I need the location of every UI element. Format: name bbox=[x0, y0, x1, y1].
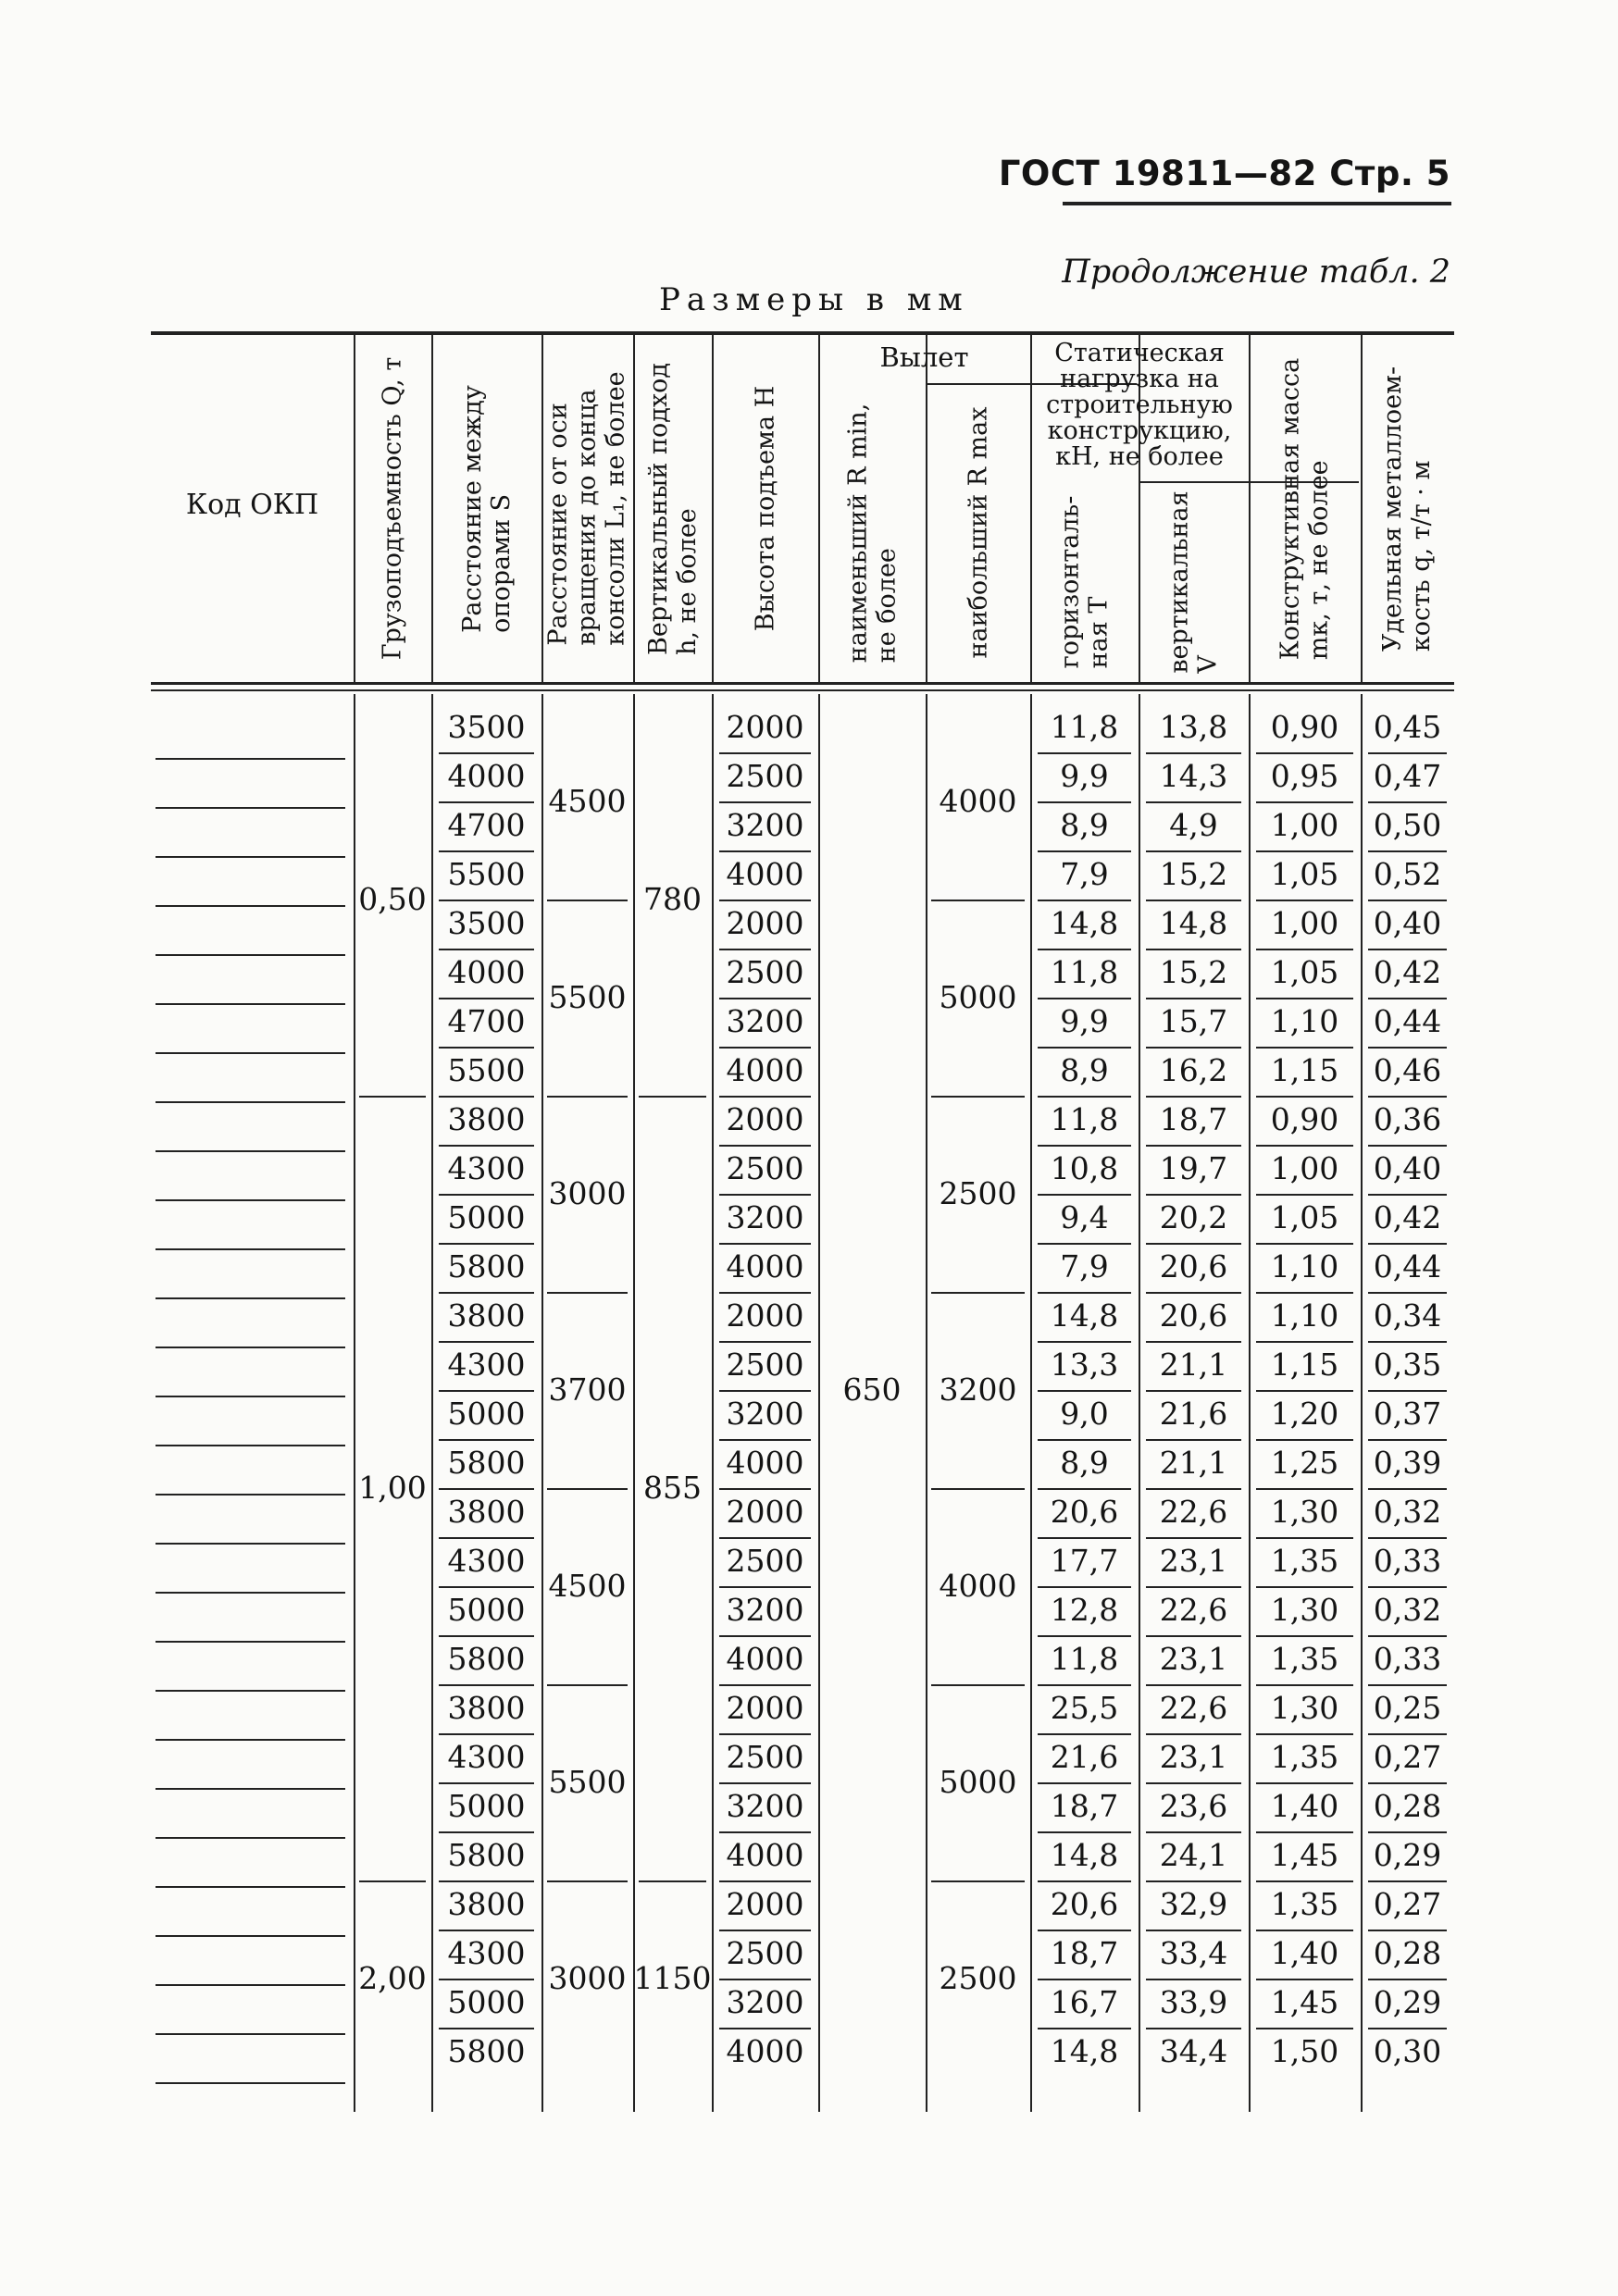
table-cell-m: 1,15 bbox=[1270, 1052, 1339, 1088]
header-vertical bbox=[1139, 481, 1249, 682]
table-cell-t: 21,6 bbox=[1050, 1739, 1119, 1775]
table-cell-s: 4300 bbox=[447, 1543, 526, 1579]
header-reach: Вылет bbox=[879, 341, 969, 373]
table-cell-h: 2500 bbox=[726, 758, 804, 794]
approach-value: 855 bbox=[643, 1470, 702, 1506]
header-rmax bbox=[926, 383, 1030, 682]
group-divider bbox=[547, 1880, 628, 1882]
table-cell-q: 0,28 bbox=[1373, 1788, 1442, 1824]
header-mass bbox=[1249, 335, 1361, 682]
table-cell-m: 1,00 bbox=[1270, 905, 1339, 941]
table-cell-m: 1,40 bbox=[1270, 1935, 1339, 1971]
code-blank-line bbox=[156, 1592, 345, 1594]
table-cell-h: 2000 bbox=[726, 905, 804, 941]
code-blank-line bbox=[156, 1003, 345, 1005]
group-divider bbox=[359, 1880, 426, 1882]
table-cell-s: 4700 bbox=[447, 807, 526, 843]
column-divider bbox=[1361, 694, 1363, 2112]
table-cell-q: 0,46 bbox=[1373, 1052, 1442, 1088]
table-cell-t: 18,7 bbox=[1050, 1935, 1119, 1971]
table-cell-s: 3500 bbox=[447, 905, 526, 941]
table-cell-q: 0,40 bbox=[1373, 905, 1442, 941]
table-cell-m: 1,40 bbox=[1270, 1788, 1339, 1824]
table-cell-m: 1,30 bbox=[1270, 1690, 1339, 1726]
rmax-value: 3200 bbox=[939, 1371, 1017, 1408]
table-cell-s: 5500 bbox=[447, 1052, 526, 1088]
header-support-distance bbox=[431, 335, 541, 682]
table-cell-v: 4,9 bbox=[1169, 807, 1218, 843]
table-cell-t: 8,9 bbox=[1060, 1052, 1109, 1088]
table-cell-q: 0,28 bbox=[1373, 1935, 1442, 1971]
table-cell-q: 0,32 bbox=[1373, 1494, 1442, 1530]
table-cell-m: 1,30 bbox=[1270, 1494, 1339, 1530]
code-blank-line bbox=[156, 1052, 345, 1054]
header-capacity-text: Грузоподъемность Q, т bbox=[378, 356, 407, 661]
table-cell-m: 1,35 bbox=[1270, 1641, 1339, 1677]
code-blank-line bbox=[156, 1150, 345, 1152]
table-cell-h: 3200 bbox=[726, 1199, 804, 1235]
table-cell-h: 2500 bbox=[726, 1150, 804, 1186]
table-cell-q: 0,32 bbox=[1373, 1592, 1442, 1628]
table-cell-q: 0,50 bbox=[1373, 807, 1442, 843]
table-cell-s: 3800 bbox=[447, 1690, 526, 1726]
table-cell-q: 0,39 bbox=[1373, 1445, 1442, 1481]
table-cell-m: 0,90 bbox=[1270, 1101, 1339, 1137]
table-cell-m: 1,15 bbox=[1270, 1347, 1339, 1383]
cantilever-value: 4500 bbox=[548, 783, 627, 819]
code-blank-line bbox=[156, 2033, 345, 2035]
table-cell-s: 5800 bbox=[447, 1445, 526, 1481]
header-rmin bbox=[818, 383, 926, 682]
header-support-distance-text: Расстояние между опорами S bbox=[457, 384, 516, 633]
table-cell-m: 1,20 bbox=[1270, 1396, 1339, 1432]
table-cell-t: 9,0 bbox=[1060, 1396, 1109, 1432]
table-cell-t: 12,8 bbox=[1050, 1592, 1119, 1628]
table-cell-v: 21,1 bbox=[1159, 1347, 1228, 1383]
table-cell-t: 17,7 bbox=[1050, 1543, 1119, 1579]
table-cell-s: 4700 bbox=[447, 1003, 526, 1039]
table-cell-m: 1,25 bbox=[1270, 1445, 1339, 1481]
code-blank-line bbox=[156, 856, 345, 858]
rmax-value: 5000 bbox=[939, 1764, 1017, 1800]
table-cell-q: 0,45 bbox=[1373, 709, 1442, 745]
cantilever-value: 5500 bbox=[548, 979, 627, 1015]
table-cell-h: 2000 bbox=[726, 1101, 804, 1137]
header-bottom-rule bbox=[151, 682, 1454, 685]
capacity-value: 0,50 bbox=[358, 881, 427, 917]
table-cell-s: 5000 bbox=[447, 1592, 526, 1628]
table-cell-q: 0,37 bbox=[1373, 1396, 1442, 1432]
code-blank-line bbox=[156, 954, 345, 956]
table-cell-s: 5800 bbox=[447, 1641, 526, 1677]
table-cell-m: 1,50 bbox=[1270, 2033, 1339, 2069]
table-cell-t: 8,9 bbox=[1060, 807, 1109, 843]
table-cell-m: 1,30 bbox=[1270, 1592, 1339, 1628]
table-cell-v: 15,2 bbox=[1159, 954, 1228, 990]
table-cell-v: 23,1 bbox=[1159, 1543, 1228, 1579]
table-cell-s: 3800 bbox=[447, 1494, 526, 1530]
header-rmax-text: наибольший R max bbox=[964, 406, 992, 659]
column-divider bbox=[1139, 694, 1140, 2112]
rmax-value: 5000 bbox=[939, 979, 1017, 1015]
table-cell-m: 1,05 bbox=[1270, 954, 1339, 990]
table-cell-t: 11,8 bbox=[1050, 1101, 1119, 1137]
table-cell-h: 3200 bbox=[726, 1592, 804, 1628]
table-cell-h: 4000 bbox=[726, 856, 804, 892]
column-divider bbox=[1030, 694, 1032, 2112]
table-cell-v: 33,9 bbox=[1159, 1984, 1228, 2020]
header-lift-height-text: Высота подъема H bbox=[751, 385, 779, 632]
cantilever-value: 5500 bbox=[548, 1764, 627, 1800]
table-cell-h: 4000 bbox=[726, 1445, 804, 1481]
page-header bbox=[999, 154, 1450, 193]
table-cell-v: 33,4 bbox=[1159, 1935, 1228, 1971]
table-cell-v: 18,7 bbox=[1159, 1101, 1228, 1137]
table-cell-q: 0,33 bbox=[1373, 1641, 1442, 1677]
table-cell-m: 1,35 bbox=[1270, 1739, 1339, 1775]
table-cell-h: 4000 bbox=[726, 1837, 804, 1873]
rmax-value: 4000 bbox=[939, 783, 1017, 819]
table-cell-s: 4300 bbox=[447, 1935, 526, 1971]
table-cell-v: 20,6 bbox=[1159, 1297, 1228, 1334]
table-cell-h: 3200 bbox=[726, 1003, 804, 1039]
table-cell-s: 5500 bbox=[447, 856, 526, 892]
table-cell-t: 20,6 bbox=[1050, 1886, 1119, 1922]
table-cell-m: 1,05 bbox=[1270, 856, 1339, 892]
code-blank-line bbox=[156, 1886, 345, 1888]
table-cell-q: 0,34 bbox=[1373, 1297, 1442, 1334]
rmax-value: 2500 bbox=[939, 1960, 1017, 1996]
table-cell-s: 3800 bbox=[447, 1886, 526, 1922]
code-blank-line bbox=[156, 1445, 345, 1446]
table-cell-v: 15,7 bbox=[1159, 1003, 1228, 1039]
table-cell-m: 1,05 bbox=[1270, 1199, 1339, 1235]
table-cell-m: 1,35 bbox=[1270, 1543, 1339, 1579]
table-cell-t: 11,8 bbox=[1050, 1641, 1119, 1677]
standard-number: ГОСТ 19811—82 bbox=[998, 154, 1317, 193]
code-blank-line bbox=[156, 1101, 345, 1103]
table-cell-q: 0,27 bbox=[1373, 1739, 1442, 1775]
table-cell-v: 14,3 bbox=[1159, 758, 1228, 794]
table-cell-h: 2500 bbox=[726, 1739, 804, 1775]
table-cell-v: 23,1 bbox=[1159, 1641, 1228, 1677]
table-cell-q: 0,52 bbox=[1373, 856, 1442, 892]
column-divider bbox=[712, 694, 714, 2112]
table-cell-h: 2000 bbox=[726, 1494, 804, 1530]
table-cell-v: 19,7 bbox=[1159, 1150, 1228, 1186]
table-cell-m: 1,00 bbox=[1270, 807, 1339, 843]
rmax-value: 2500 bbox=[939, 1175, 1017, 1211]
table-cell-v: 34,4 bbox=[1159, 2033, 1228, 2069]
table-cell-q: 0,27 bbox=[1373, 1886, 1442, 1922]
table-cell-q: 0,44 bbox=[1373, 1003, 1442, 1039]
table-continuation: Продолжение табл. 2 bbox=[1062, 254, 1450, 291]
table-cell-q: 0,25 bbox=[1373, 1690, 1442, 1726]
table-cell-v: 23,6 bbox=[1159, 1788, 1228, 1824]
table-cell-t: 10,8 bbox=[1050, 1150, 1119, 1186]
table-cell-v: 20,2 bbox=[1159, 1199, 1228, 1235]
table-cell-h: 4000 bbox=[726, 1641, 804, 1677]
table-cell-s: 5000 bbox=[447, 1199, 526, 1235]
header-vertical-approach bbox=[633, 335, 712, 682]
cantilever-value: 4500 bbox=[548, 1568, 627, 1604]
table-cell-s: 5000 bbox=[447, 1788, 526, 1824]
table-cell-q: 0,42 bbox=[1373, 1199, 1442, 1235]
code-blank-line bbox=[156, 1788, 345, 1790]
table-cell-h: 2500 bbox=[726, 1347, 804, 1383]
header-rule bbox=[1063, 202, 1451, 205]
table-cell-t: 14,8 bbox=[1050, 1837, 1119, 1873]
header-metal-intensity bbox=[1361, 335, 1454, 682]
table-cell-t: 9,9 bbox=[1060, 758, 1109, 794]
table-cell-h: 4000 bbox=[726, 2033, 804, 2069]
cantilever-value: 3000 bbox=[548, 1175, 627, 1211]
header-horizontal bbox=[1030, 481, 1139, 682]
header-horizontal-text: горизонталь- ная T bbox=[1055, 495, 1114, 668]
table-cell-h: 4000 bbox=[726, 1248, 804, 1285]
header-rmin-text: наименьший R min, не более bbox=[843, 403, 901, 663]
table-cell-s: 5000 bbox=[447, 1984, 526, 2020]
header-vertical-approach-text: Вертикальный подход h, не более bbox=[643, 362, 702, 655]
group-divider bbox=[931, 1096, 1025, 1098]
table-cell-t: 14,8 bbox=[1050, 2033, 1119, 2069]
code-blank-line bbox=[156, 1837, 345, 1839]
code-blank-line bbox=[156, 1297, 345, 1299]
table-cell-q: 0,44 bbox=[1373, 1248, 1442, 1285]
rmax-value: 4000 bbox=[939, 1568, 1017, 1604]
table-cell-t: 20,6 bbox=[1050, 1494, 1119, 1530]
table-cell-v: 22,6 bbox=[1159, 1690, 1228, 1726]
table-cell-q: 0,47 bbox=[1373, 758, 1442, 794]
table-cell-v: 16,2 bbox=[1159, 1052, 1228, 1088]
table-cell-h: 3200 bbox=[726, 1984, 804, 2020]
table-cell-m: 1,10 bbox=[1270, 1003, 1339, 1039]
table-cell-v: 14,8 bbox=[1159, 905, 1228, 941]
table-cell-h: 3200 bbox=[726, 1788, 804, 1824]
table-cell-h: 2000 bbox=[726, 1297, 804, 1334]
table-cell-h: 2500 bbox=[726, 1543, 804, 1579]
table-cell-q: 0,33 bbox=[1373, 1543, 1442, 1579]
table-cell-s: 4300 bbox=[447, 1739, 526, 1775]
table-cell-t: 14,8 bbox=[1050, 1297, 1119, 1334]
header-bottom-rule-2 bbox=[151, 689, 1454, 691]
page-number: Стр. 5 bbox=[1329, 154, 1450, 193]
table-cell-h: 4000 bbox=[726, 1052, 804, 1088]
header-vertical-text: вертикальная V bbox=[1164, 490, 1223, 674]
code-blank-line bbox=[156, 1543, 345, 1545]
header-mass-text: Конструктивная масса mк, т, не более bbox=[1276, 357, 1334, 660]
group-divider bbox=[359, 1096, 426, 1098]
group-divider bbox=[931, 900, 1025, 901]
header-static-load: Статическая нагрузка на строительную конструкцию, кН, не более bbox=[1046, 339, 1233, 471]
table-cell-t: 9,4 bbox=[1060, 1199, 1109, 1235]
table-cell-s: 3500 bbox=[447, 709, 526, 745]
group-divider bbox=[547, 1292, 628, 1294]
table-cell-h: 2000 bbox=[726, 1886, 804, 1922]
table-cell-q: 0,29 bbox=[1373, 1837, 1442, 1873]
header-lift-height bbox=[712, 335, 818, 682]
header-cantilever-text: Расстояние от оси вращения до конца консоли L₁, не более bbox=[544, 371, 631, 646]
code-blank-line bbox=[156, 758, 345, 760]
table-cell-h: 2500 bbox=[726, 954, 804, 990]
column-divider bbox=[431, 694, 433, 2112]
header-metal-intensity-text: Удельная металлоем- кость q, т/т · м bbox=[1378, 366, 1437, 652]
table-cell-m: 1,00 bbox=[1270, 1150, 1339, 1186]
header-cantilever bbox=[541, 335, 633, 682]
table-cell-m: 1,35 bbox=[1270, 1886, 1339, 1922]
table-cell-v: 20,6 bbox=[1159, 1248, 1228, 1285]
code-blank-line bbox=[156, 2082, 345, 2084]
group-divider bbox=[931, 1684, 1025, 1686]
table-cell-v: 23,1 bbox=[1159, 1739, 1228, 1775]
group-divider bbox=[547, 1488, 628, 1490]
table-cell-v: 24,1 bbox=[1159, 1837, 1228, 1873]
group-divider bbox=[547, 1684, 628, 1686]
table-cell-m: 1,10 bbox=[1270, 1297, 1339, 1334]
capacity-value: 2,00 bbox=[358, 1960, 427, 1996]
table-cell-q: 0,29 bbox=[1373, 1984, 1442, 2020]
capacity-value: 1,00 bbox=[358, 1470, 427, 1506]
table-cell-m: 1,45 bbox=[1270, 1837, 1339, 1873]
table-cell-m: 0,90 bbox=[1270, 709, 1339, 745]
table-cell-t: 16,7 bbox=[1050, 1984, 1119, 2020]
units-caption: Размеры в мм bbox=[659, 281, 969, 318]
table-cell-h: 2500 bbox=[726, 1935, 804, 1971]
rmin-value: 650 bbox=[842, 1371, 902, 1408]
header-code: Код ОКП bbox=[185, 489, 319, 521]
group-divider bbox=[931, 1292, 1025, 1294]
code-blank-line bbox=[156, 1494, 345, 1496]
table-cell-t: 7,9 bbox=[1060, 1248, 1109, 1285]
code-blank-line bbox=[156, 1347, 345, 1348]
table-cell-t: 25,5 bbox=[1050, 1690, 1119, 1726]
table-cell-s: 4000 bbox=[447, 954, 526, 990]
table-cell-t: 11,8 bbox=[1050, 954, 1119, 990]
table-cell-v: 22,6 bbox=[1159, 1494, 1228, 1530]
column-divider bbox=[1249, 694, 1251, 2112]
approach-value: 1150 bbox=[633, 1960, 712, 1996]
table-cell-s: 5800 bbox=[447, 1837, 526, 1873]
code-blank-line bbox=[156, 1935, 345, 1937]
table-cell-v: 22,6 bbox=[1159, 1592, 1228, 1628]
code-blank-line bbox=[156, 1984, 345, 1986]
group-divider bbox=[547, 1096, 628, 1098]
table-cell-m: 0,95 bbox=[1270, 758, 1339, 794]
table-cell-v: 13,8 bbox=[1159, 709, 1228, 745]
table-cell-m: 1,10 bbox=[1270, 1248, 1339, 1285]
code-blank-line bbox=[156, 1248, 345, 1250]
table-cell-h: 3200 bbox=[726, 1396, 804, 1432]
code-blank-line bbox=[156, 1396, 345, 1397]
table-cell-t: 9,9 bbox=[1060, 1003, 1109, 1039]
code-blank-line bbox=[156, 905, 345, 907]
table-cell-s: 5800 bbox=[447, 2033, 526, 2069]
table-cell-s: 5000 bbox=[447, 1396, 526, 1432]
table-cell-t: 14,8 bbox=[1050, 905, 1119, 941]
code-blank-line bbox=[156, 807, 345, 809]
table-cell-s: 5800 bbox=[447, 1248, 526, 1285]
table-cell-m: 1,45 bbox=[1270, 1984, 1339, 2020]
group-divider bbox=[931, 1488, 1025, 1490]
group-divider bbox=[931, 1880, 1025, 1882]
table-cell-s: 3800 bbox=[447, 1101, 526, 1137]
table-cell-t: 11,8 bbox=[1050, 709, 1119, 745]
table-cell-v: 21,1 bbox=[1159, 1445, 1228, 1481]
cantilever-value: 3000 bbox=[548, 1960, 627, 1996]
table-cell-q: 0,30 bbox=[1373, 2033, 1442, 2069]
header-capacity bbox=[354, 335, 431, 682]
table-cell-q: 0,35 bbox=[1373, 1347, 1442, 1383]
code-blank-line bbox=[156, 1641, 345, 1643]
approach-value: 780 bbox=[643, 881, 702, 917]
code-blank-line bbox=[156, 1690, 345, 1692]
table-cell-t: 18,7 bbox=[1050, 1788, 1119, 1824]
table-cell-s: 4300 bbox=[447, 1347, 526, 1383]
table-cell-q: 0,42 bbox=[1373, 954, 1442, 990]
cantilever-value: 3700 bbox=[548, 1371, 627, 1408]
table-cell-s: 4000 bbox=[447, 758, 526, 794]
group-divider bbox=[639, 1096, 706, 1098]
table-cell-t: 7,9 bbox=[1060, 856, 1109, 892]
table-cell-s: 4300 bbox=[447, 1150, 526, 1186]
group-divider bbox=[547, 900, 628, 901]
table-cell-s: 3800 bbox=[447, 1297, 526, 1334]
table-cell-v: 21,6 bbox=[1159, 1396, 1228, 1432]
table-cell-h: 2000 bbox=[726, 1690, 804, 1726]
table-cell-h: 3200 bbox=[726, 807, 804, 843]
table-cell-q: 0,40 bbox=[1373, 1150, 1442, 1186]
table-cell-v: 32,9 bbox=[1159, 1886, 1228, 1922]
group-divider bbox=[639, 1880, 706, 1882]
table-cell-q: 0,36 bbox=[1373, 1101, 1442, 1137]
code-blank-line bbox=[156, 1199, 345, 1201]
code-blank-line bbox=[156, 1739, 345, 1741]
table-cell-t: 8,9 bbox=[1060, 1445, 1109, 1481]
table-cell-h: 2000 bbox=[726, 709, 804, 745]
table-cell-t: 13,3 bbox=[1050, 1347, 1119, 1383]
table-cell-v: 15,2 bbox=[1159, 856, 1228, 892]
